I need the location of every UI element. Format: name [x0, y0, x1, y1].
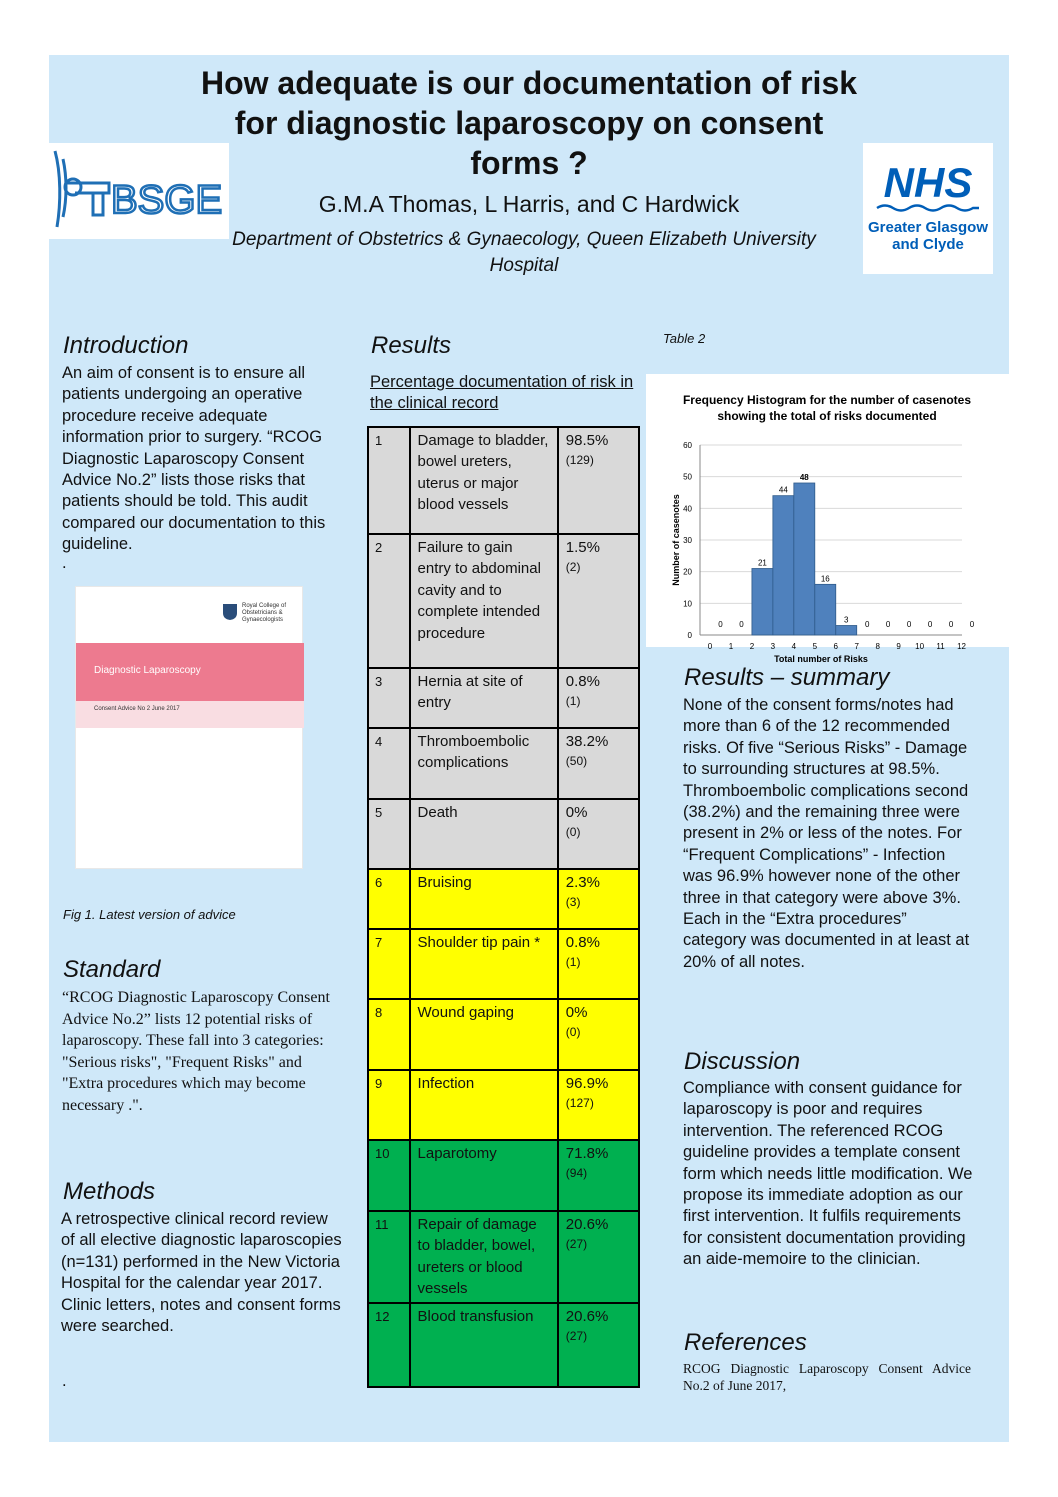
risk-number: 11: [368, 1211, 410, 1303]
methods-heading: Methods: [63, 1178, 156, 1205]
risk-value-cell: [558, 534, 639, 668]
table-row: [368, 1211, 639, 1303]
nhs-logo-mark: [877, 157, 979, 206]
data-label: 0: [864, 620, 870, 629]
risk-label: Hernia at site of entry: [410, 668, 558, 728]
risk-value-cell: [558, 1211, 639, 1303]
results-heading: Results: [371, 332, 452, 359]
methods-text: A retrospective clinical record review of all elective diagnostic laparoscopies (n=131) performed in the New Victoria Hospital for the calendar year 2017. Clinic letters, notes and consent forms were searched.: [61, 1210, 342, 1336]
nhs-board-name: Greater Glasgow and Clyde: [867, 219, 989, 253]
bsge-logo: [49, 143, 229, 239]
guideline-org: Royal College of Obstetricians & Gynaecologists: [242, 603, 287, 623]
introduction-dot: .: [62, 554, 67, 572]
risk-number: 1: [368, 427, 410, 534]
x-tick-label: 0: [707, 642, 713, 651]
table2-label: Table 2: [663, 331, 706, 346]
risk-count: (27): [565, 1237, 588, 1252]
y-tick-label: 60: [683, 441, 692, 450]
risk-number: 2: [368, 534, 410, 668]
y-tick-label: 50: [683, 472, 692, 482]
risk-label: Shoulder tip pain *: [410, 929, 558, 999]
risk-number: 4: [368, 728, 410, 799]
introduction-heading: Introduction: [63, 332, 189, 359]
x-tick-label: 10: [915, 642, 925, 651]
risk-table: [367, 426, 640, 1388]
standard-text: “RCOG Diagnostic Laparoscopy Consent Advice No.2” lists 12 potential risks of laparoscopy. These fall into 3 categories: "Serious risks", "Frequent Risks" and "Extra procedures which may become necessary .".: [62, 989, 330, 1114]
x-tick-label: 11: [936, 642, 945, 651]
rcog-crest-icon: [222, 603, 238, 621]
risk-label: Repair of damage to bladder, bowel, ureters or blood vessels: [410, 1211, 558, 1303]
risk-value-cell: [558, 427, 639, 534]
poster-title: How adequate is our documentation of risk for diagnostic laparoscopy on consent forms ?: [200, 65, 858, 181]
risk-percentage: 38.2%: [565, 733, 609, 750]
x-tick-label: 12: [957, 642, 966, 651]
y-tick-label: 30: [683, 536, 692, 545]
summary-heading: Results – summary: [684, 664, 890, 691]
chart-title-line1: Frequency Histogram for the number of casenotes: [682, 393, 972, 407]
risk-number: 7: [368, 929, 410, 999]
data-label: 44: [778, 485, 788, 495]
risk-number: 12: [368, 1303, 410, 1387]
data-label: 48: [799, 473, 809, 482]
x-tick-label: 7: [854, 642, 859, 651]
risk-percentage: 0.8%: [565, 673, 600, 690]
histogram-bar: [752, 569, 773, 636]
references-heading: References: [684, 1329, 807, 1356]
risk-count: (2): [565, 560, 581, 575]
table-row: [368, 728, 639, 799]
risk-count: (94): [565, 1166, 588, 1181]
references-text: RCOG Diagnostic Laparoscopy Consent Advice No.2 of June 2017,: [683, 1361, 971, 1393]
discussion-heading: Discussion: [684, 1048, 801, 1075]
y-tick-label: 40: [683, 504, 692, 514]
x-tick-label: 3: [770, 642, 776, 651]
risk-label: Thromboembolic complications: [410, 728, 558, 799]
risk-percentage: 1.5%: [565, 539, 600, 556]
x-axis-label: Total number of Risks: [774, 654, 868, 664]
risk-label: Laparotomy: [410, 1140, 558, 1211]
methods-dot: .: [62, 1372, 67, 1390]
risk-number: 10: [368, 1140, 410, 1211]
table-row: [368, 869, 639, 929]
risk-percentage: 0.8%: [565, 934, 600, 951]
x-tick-label: 2: [749, 642, 755, 651]
table-row: [368, 1303, 639, 1387]
guideline-title-band: [76, 643, 304, 701]
risk-percentage: 0%: [565, 804, 588, 821]
risk-count: (27): [565, 1329, 588, 1344]
risk-value-cell: [558, 668, 639, 728]
authors: G.M.A Thomas, L Harris, and C Hardwick: [318, 191, 740, 217]
risk-number: 8: [368, 999, 410, 1070]
table-row: [368, 534, 639, 668]
y-tick-label: 20: [683, 567, 692, 577]
table-row: [368, 799, 639, 869]
poster-background: [49, 55, 1009, 1442]
x-tick-label: 4: [791, 642, 797, 651]
y-axis-label: Number of casenotes: [671, 494, 681, 586]
table-row: [368, 427, 639, 534]
risk-value-cell: [558, 1303, 639, 1387]
risk-number: 6: [368, 869, 410, 929]
histogram-bar: [794, 483, 815, 635]
risk-label: Bruising: [410, 869, 558, 929]
risk-value-cell: [558, 929, 639, 999]
data-label: 16: [820, 574, 830, 584]
standard-heading: Standard: [63, 956, 161, 983]
risk-count: (0): [565, 825, 581, 840]
y-tick-label: 0: [687, 631, 692, 640]
risk-count: (1): [565, 694, 581, 709]
x-tick-label: 5: [812, 642, 818, 651]
guideline-subtitle: Consent Advice No 2 June 2017: [94, 706, 180, 712]
figure-caption: Fig 1. Latest version of advice: [63, 907, 236, 922]
table-row: [368, 1140, 639, 1211]
risk-percentage: 96.9%: [565, 1075, 609, 1092]
data-label: 0: [739, 620, 744, 629]
nhs-wave-icon: [877, 203, 979, 213]
data-label: 0: [927, 620, 933, 629]
risk-label: Infection: [410, 1070, 558, 1140]
risk-percentage: 20.6%: [565, 1307, 609, 1325]
risk-count: (127): [565, 1096, 594, 1111]
risk-value-cell: [558, 1140, 639, 1211]
risk-value-cell: [558, 799, 639, 869]
x-tick-label: 9: [896, 642, 901, 651]
risk-number: 3: [368, 668, 410, 728]
risk-percentage: 71.8%: [565, 1145, 609, 1162]
discussion-text: Compliance with consent guidance for laparoscopy is poor and requires intervention. The referenced RCOG guideline provides a template consent form which needs little modification. We propose its immediate adoption as our first intervention. It fulfils requirements for consistent documentation providing an aide-memoire to the clinician.: [683, 1079, 973, 1269]
risk-label: Damage to bladder, bowel ureters, uterus or major blood vessels: [410, 427, 558, 534]
bsge-logo-text: BSGE: [111, 178, 223, 222]
x-tick-label: 1: [728, 642, 734, 651]
risk-percentage: 2.3%: [565, 874, 600, 891]
risk-percentage: 98.5%: [565, 432, 609, 449]
data-label: 0: [948, 620, 954, 629]
risk-label: Death: [410, 799, 558, 869]
risk-number: 9: [368, 1070, 410, 1140]
nhs-logo: [863, 143, 993, 274]
histogram-bar: [773, 496, 794, 635]
histogram-bar: [836, 626, 857, 636]
data-label: 0: [885, 620, 891, 629]
risk-value-cell: [558, 1070, 639, 1140]
risk-value-cell: [558, 869, 639, 929]
risk-count: (3): [565, 895, 581, 910]
y-tick-label: 10: [683, 599, 692, 609]
table-row: [368, 1070, 639, 1140]
risk-percentage: 0%: [565, 1004, 588, 1021]
risk-count: (129): [565, 453, 594, 468]
x-tick-label: 8: [875, 642, 880, 651]
chart-title-line2: showing the total of risks documented: [717, 409, 937, 423]
bsge-logo-graphic: [49, 143, 229, 239]
risk-count: (50): [565, 754, 588, 769]
risk-value-cell: [558, 999, 639, 1070]
risk-number: 5: [368, 799, 410, 869]
table-row: [368, 999, 639, 1070]
introduction-text: An aim of consent is to ensure all patients undergoing an operative procedure receive adequate information prior to surgery. “RCOG Diagnostic Laparoscopy Consent Advice No.2” lists those risks that patients should be told. This audit compared our documentation to this guideline.: [62, 364, 326, 554]
x-tick-label: 6: [833, 642, 838, 651]
data-label: 0: [969, 620, 975, 629]
risk-count: (0): [565, 1025, 581, 1040]
risk-label: Wound gaping: [410, 999, 558, 1070]
nhs-logo-text: NHS: [883, 159, 973, 206]
table-row: [368, 929, 639, 999]
data-label: 0: [718, 620, 723, 629]
risk-value-cell: [558, 728, 639, 799]
data-label: 3: [844, 615, 849, 625]
risk-label: Blood transfusion: [410, 1303, 558, 1387]
results-subheading: Percentage documentation of risk in the clinical record: [370, 373, 634, 413]
histogram-bar: [815, 584, 836, 635]
department: Department of Obstetrics & Gynaecology, Queen Elizabeth University Hospital: [232, 229, 816, 276]
guideline-cover-image: [75, 586, 303, 869]
data-label: 21: [757, 558, 767, 568]
risk-count: (1): [565, 955, 581, 970]
histogram-chart: [646, 374, 1009, 664]
guideline-title: Diagnostic Laparoscopy: [94, 665, 201, 676]
guideline-subtitle-band: [76, 701, 304, 728]
risk-label: Failure to gain entry to abdominal cavity and to complete intended procedure: [410, 534, 558, 668]
summary-text: None of the consent forms/notes had more than 6 of the 12 recommended risks. Of five “Serious Risks” - Damage to surrounding structures at 98.5%. Thromboembolic complications second (38.2%) and the remaining three were present in 2% or less of the notes. For “Frequent Complications” - Infection was 96.9% however none of the other three in that category were above 3%. Each in the “Extra procedures” category was documented in at least at 20% of all notes.: [683, 696, 970, 971]
histogram-svg: [646, 374, 1009, 664]
table-row: [368, 668, 639, 728]
data-label: 0: [906, 620, 912, 629]
risk-percentage: 20.6%: [565, 1216, 609, 1233]
